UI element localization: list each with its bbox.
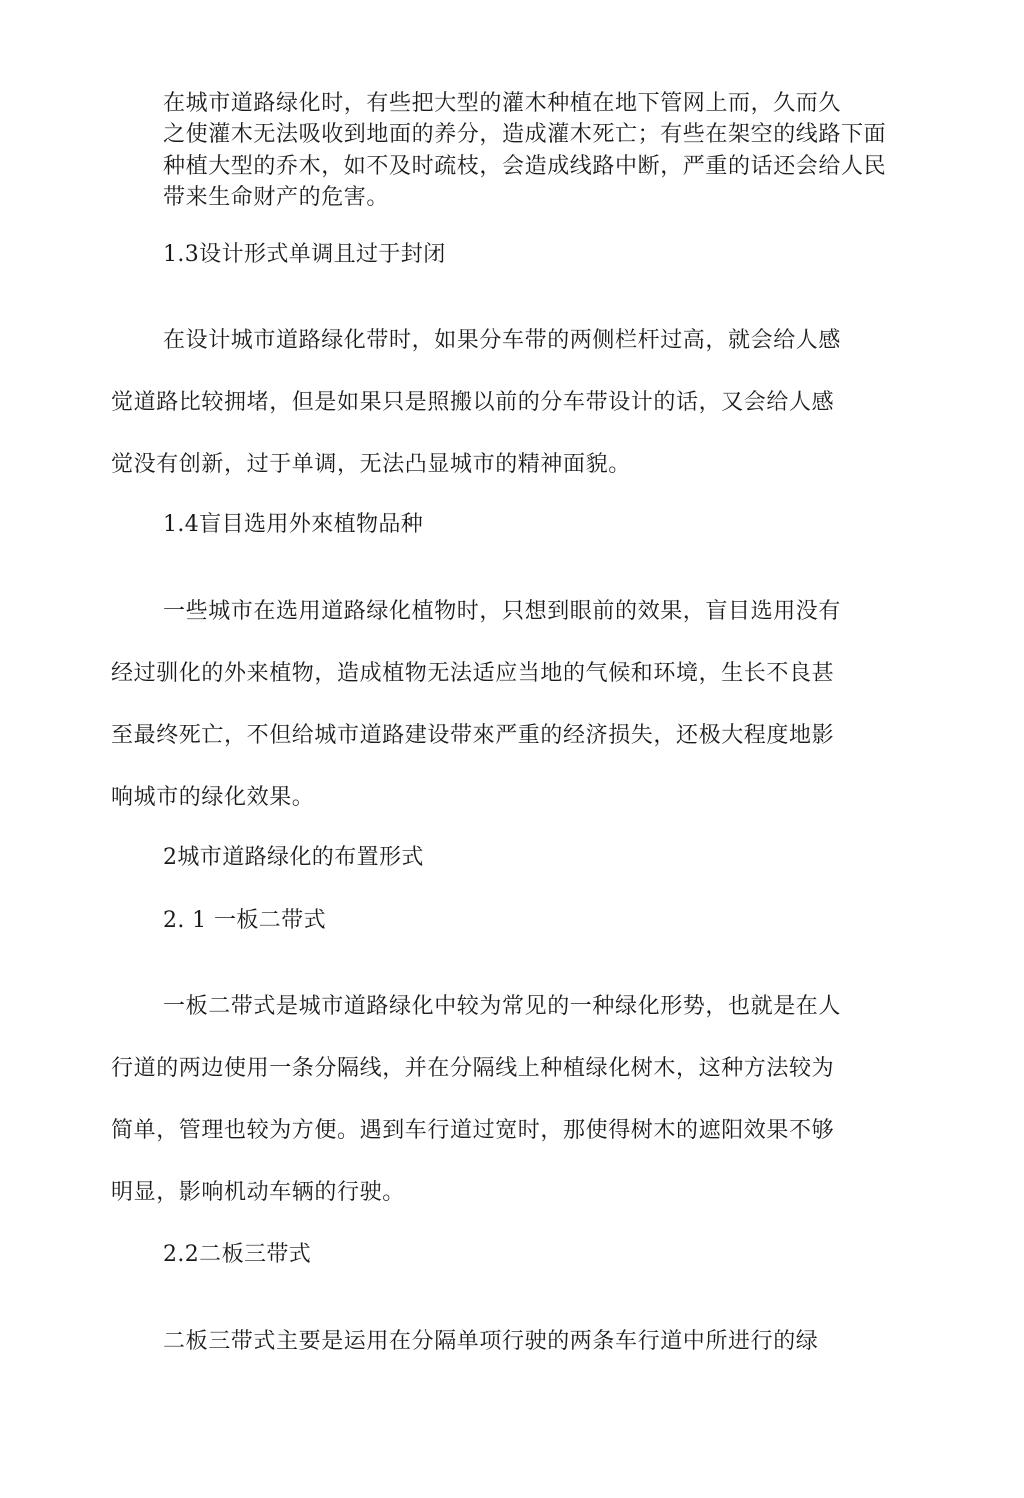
paragraph-line: 行道的两边使用一条分隔线，并在分隔线上种植绿化树木，这种方法较为 (111, 1056, 835, 1081)
paragraph-line: 二板三带式主要是运用在分隔单项行驶的两条车行道中所进行的绿 (163, 1329, 819, 1354)
paragraph-line: 经过驯化的外来植物，造成植物无法适应当地的气候和环境，生长不良甚 (111, 661, 835, 686)
paragraph-line: 一些城市在选用道路绿化植物时，只想到眼前的效果，盲目选用没有 (163, 599, 842, 624)
section-heading: 1.3设计形式单调且过于封闭 (163, 242, 446, 267)
section-heading: 2. 1 一板二带式 (163, 908, 326, 933)
section-heading: 2城市道路绿化的布置形式 (163, 845, 424, 870)
paragraph-line: 带来生命财产的危害。 (163, 185, 390, 210)
paragraph-line: 在设计城市道路绿化带时，如果分车带的两侧栏杆过高，就会给人感 (163, 328, 842, 353)
paragraph-line: 简单，管理也较为方便。遇到车行道过宽时，那使得树木的遮阳效果不够 (111, 1118, 835, 1143)
paragraph-line: 觉道路比较拥堵，但是如果只是照搬以前的分车带设计的话，又会给人感 (111, 390, 835, 415)
paragraph-line: 觉没有创新，过于单调，无法凸显城市的精神面貌。 (111, 452, 631, 477)
paragraph-line: 之使灌木无法吸收到地面的养分，造成灌木死亡；有些在架空的线路下面 (163, 122, 887, 147)
paragraph-line: 响城市的绿化效果。 (111, 785, 315, 810)
section-heading: 2.2二板三带式 (163, 1242, 312, 1267)
section-heading: 1.4盲目选用外來植物品种 (163, 512, 424, 537)
paragraph-line: 至最终死亡，不但给城市道路建设带來严重的经济损失，还极大程度地影 (111, 723, 835, 748)
paragraph-line: 种植大型的乔木，如不及时疏枝，会造成线路中断，严重的话还会给人民 (163, 154, 887, 179)
paragraph-line: 明显，影响机动车辆的行驶。 (111, 1180, 405, 1205)
paragraph-line: 在城市道路绿化时，有些把大型的灌木种植在地下管网上而，久而久 (163, 91, 842, 116)
paragraph-line: 一板二带式是城市道路绿化中较为常见的一种绿化形势，也就是在人 (163, 994, 842, 1019)
